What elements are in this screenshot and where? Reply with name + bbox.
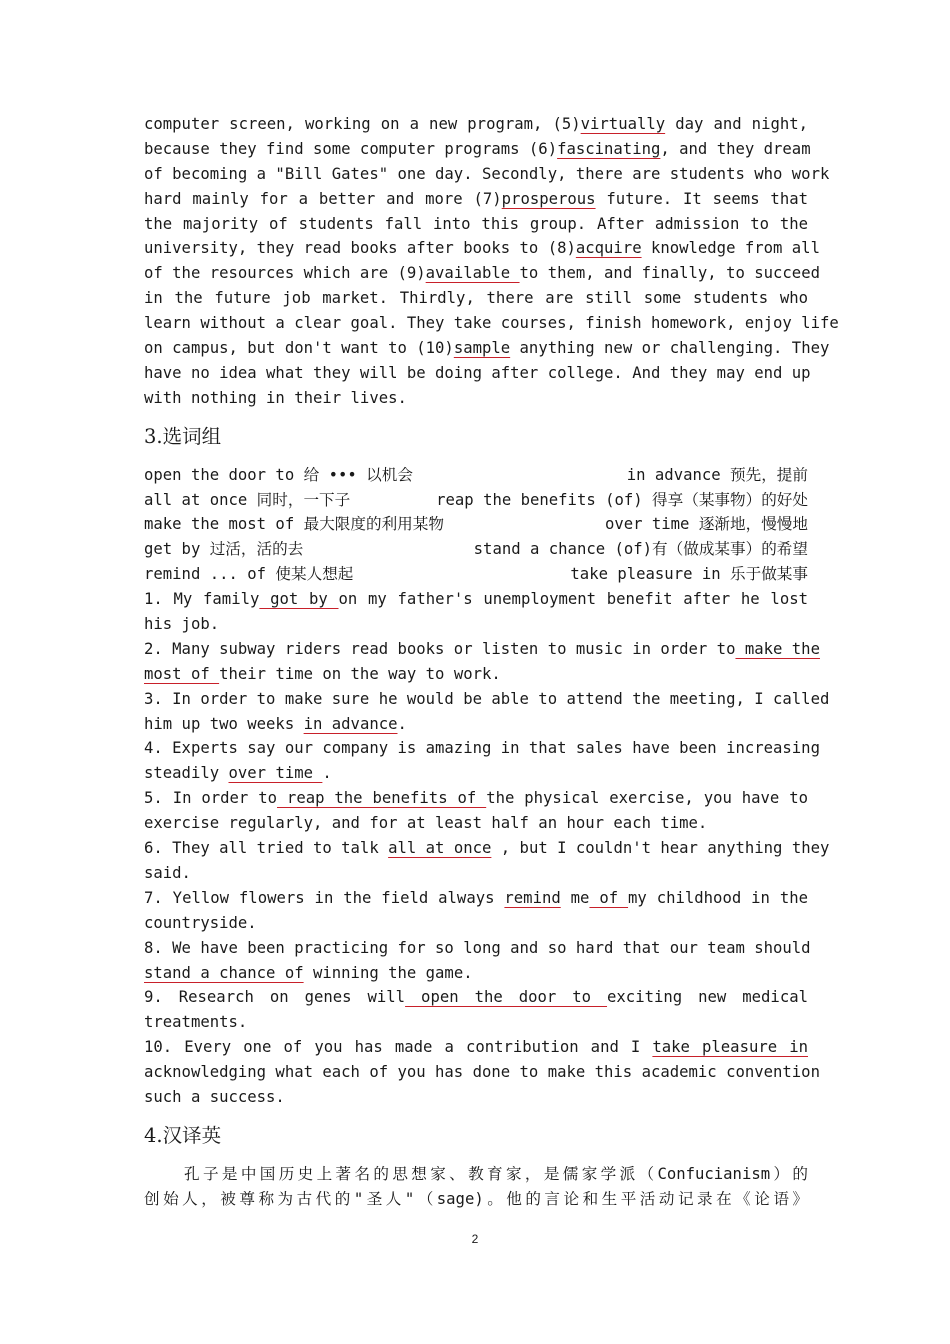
answer-blank: take pleasure in xyxy=(652,1038,808,1057)
page-number: 2 xyxy=(471,1232,479,1246)
text-segment: such a success. xyxy=(144,1087,285,1106)
text-line xyxy=(144,386,808,411)
text-line xyxy=(144,187,808,212)
text-line xyxy=(144,137,811,162)
sentence-line xyxy=(144,861,808,886)
phrase-left: get by 过活，活的去 xyxy=(144,540,304,559)
text-segment: me xyxy=(560,888,590,907)
phrase-row xyxy=(144,512,808,537)
text-segment: him up two weeks xyxy=(144,714,304,733)
text-segment: , and they dream xyxy=(660,139,811,158)
text-segment: on campus, but don't want to (10) xyxy=(144,339,454,358)
sentence-line xyxy=(144,637,820,662)
answer-blank: acquire xyxy=(575,239,642,258)
text-segment: with nothing in their lives. xyxy=(144,388,407,407)
text-line xyxy=(144,112,808,137)
phrase-left: remind ... of 使某人想起 xyxy=(144,565,354,584)
sentence-line xyxy=(144,736,820,761)
text-segment: countryside. xyxy=(144,913,257,932)
sentence-line xyxy=(144,936,811,961)
text-line xyxy=(144,286,808,311)
text-segment: 2. Many subway riders read books or listen to music in order to xyxy=(144,639,736,658)
text-segment: treatments. xyxy=(144,1013,248,1032)
text-segment: exercise regularly, and for at least half an hour each time. xyxy=(144,814,708,833)
sentence-line xyxy=(144,1060,820,1085)
phrase-right: reap the benefits (of) 得享（某事物）的好处 xyxy=(436,490,808,509)
text-segment: the physical exercise, you have to xyxy=(486,789,809,808)
text-segment: their time on the way to work. xyxy=(219,664,501,683)
text-segment: have no idea what they will be doing after college. And they may end up xyxy=(144,363,811,382)
text-segment: knowledge from all xyxy=(641,239,820,258)
text-segment: 4. Experts say our company is amazing in that sales have been increasing xyxy=(144,739,820,758)
text-line xyxy=(144,212,808,237)
phrase-row xyxy=(144,562,808,587)
answer-blank: remind xyxy=(504,888,561,907)
answer-blank: got by xyxy=(259,590,339,609)
sentence-line xyxy=(144,687,830,712)
text-line xyxy=(144,361,811,386)
phrase-row xyxy=(144,488,808,513)
text-segment: my childhood in the xyxy=(628,888,808,907)
text-line xyxy=(144,261,820,286)
answer-blank: reap the benefits of xyxy=(277,789,487,808)
sentence-line xyxy=(144,886,808,911)
text-segment: on my father's unemployment benefit after he lost xyxy=(338,590,808,609)
answer-blank: virtually xyxy=(580,115,666,133)
text-segment: steadily xyxy=(144,764,229,783)
answer-blank: make the xyxy=(735,639,820,658)
text-line xyxy=(144,336,830,361)
text-segment: anything new or challenging. They xyxy=(510,339,830,358)
text-segment: 3. In order to make sure he would be able to attend the meeting, I called xyxy=(144,689,830,708)
text-segment: 7. Yellow flowers in the field always xyxy=(144,888,505,907)
sentence-line xyxy=(144,587,808,612)
text-segment: 8. We have been practicing for so long and so hard that our team should xyxy=(144,938,811,957)
text-segment: to them, and finally, to succeed xyxy=(519,264,820,283)
sentence-line xyxy=(144,761,808,786)
text-segment: day and night, xyxy=(665,115,809,133)
text-line xyxy=(144,236,820,261)
text-segment: exciting new medical xyxy=(607,988,808,1007)
sentence-line xyxy=(144,811,808,836)
phrase-row xyxy=(144,463,808,488)
phrase-list xyxy=(144,463,808,587)
phrase-right: in advance 预先，提前 xyxy=(626,465,808,484)
text-segment: . xyxy=(322,764,332,783)
answer-blank: prosperous xyxy=(501,189,596,208)
text-segment: of becoming a "Bill Gates" one day. Secondly, there are students who work xyxy=(144,164,830,183)
document-page xyxy=(144,112,839,1212)
text-segment: future. It seems that xyxy=(595,189,808,208)
text-segment: the majority of students fall into this group. After admission to the xyxy=(144,214,808,233)
sentence-line xyxy=(144,911,808,936)
section-heading-3: 3.选词组 xyxy=(144,424,222,448)
sentence-line xyxy=(144,1035,808,1060)
text-segment: because they find some computer programs (6) xyxy=(144,139,558,158)
text-segment: computer screen, working on a new program, (5) xyxy=(144,115,581,133)
text-segment: , but I couldn't hear anything they xyxy=(491,839,830,858)
answer-blank: open the door to xyxy=(405,988,608,1007)
phrase-right: take pleasure in 乐于做某事 xyxy=(570,565,808,584)
answer-blank: all at once xyxy=(388,839,492,858)
reading-paragraph xyxy=(144,112,839,411)
text-segment: said. xyxy=(144,863,191,882)
answer-blank: fascinating xyxy=(557,139,661,158)
answer-blank: sample xyxy=(453,339,511,358)
translation-paragraph xyxy=(144,1162,808,1212)
phrase-right: stand a chance (of)有（做成某事）的希望 xyxy=(473,540,808,559)
text-segment: his job. xyxy=(144,615,220,634)
answer-blank: in advance xyxy=(303,714,398,733)
answer-blank: of xyxy=(589,888,629,907)
sentence-line xyxy=(144,1085,808,1110)
text-segment: of the resources which are (9) xyxy=(144,264,426,283)
text-segment: 9. Research on genes will xyxy=(144,988,406,1007)
text-segment: winning the game. xyxy=(303,963,473,982)
sentence-line xyxy=(144,662,808,687)
text-line xyxy=(144,162,830,187)
text-segment: learn without a clear goal. They take courses, finish homework, enjoy life xyxy=(144,314,839,333)
text-segment: in the future job market. Thirdly, there are still some students who xyxy=(144,289,808,308)
exercise-sentences xyxy=(144,587,830,1110)
sentence-line xyxy=(144,961,808,986)
phrase-row xyxy=(144,537,808,562)
text-segment: university, they read books after books to (8) xyxy=(144,239,576,258)
text-segment: 10. Every one of you has made a contribution and I xyxy=(144,1038,653,1057)
section-heading-4: 4.汉译英 xyxy=(144,1123,222,1147)
text-segment: hard mainly for a better and more (7) xyxy=(144,189,502,208)
text-segment: 创始人，被尊称为古代的"圣人"（sage)。他的言论和生平活动记录在《论语》 xyxy=(144,1189,808,1208)
answer-blank: available xyxy=(425,264,520,283)
sentence-line xyxy=(144,712,808,737)
phrase-left: all at once 同时，一下子 xyxy=(144,490,351,509)
text-segment: acknowledging what each of you has done to make this academic convention xyxy=(144,1063,820,1082)
answer-blank: most of xyxy=(144,664,220,683)
answer-blank: over time xyxy=(228,764,323,783)
text-segment: 5. In order to xyxy=(144,789,278,808)
sentence-line xyxy=(144,612,808,637)
sentence-line xyxy=(144,1010,808,1035)
text-segment: 孔子是中国历史上著名的思想家、教育家，是儒家学派（Confucianism）的 xyxy=(184,1164,808,1183)
text-segment: . xyxy=(397,714,407,733)
phrase-left: make the most of 最大限度的利用某物 xyxy=(144,515,444,534)
sentence-line xyxy=(144,786,808,811)
sentence-line xyxy=(144,985,808,1010)
text-segment: 1. My family xyxy=(144,590,260,609)
phrase-right: over time 逐渐地，慢慢地 xyxy=(604,515,808,534)
phrase-left: open the door to 给 ••• 以机会 xyxy=(144,465,413,484)
text-line xyxy=(144,1162,808,1187)
text-line xyxy=(144,1187,808,1212)
text-line xyxy=(144,311,839,336)
answer-blank: stand a chance of xyxy=(144,963,304,982)
sentence-line xyxy=(144,836,830,861)
text-segment: 6. They all tried to talk xyxy=(144,839,389,858)
